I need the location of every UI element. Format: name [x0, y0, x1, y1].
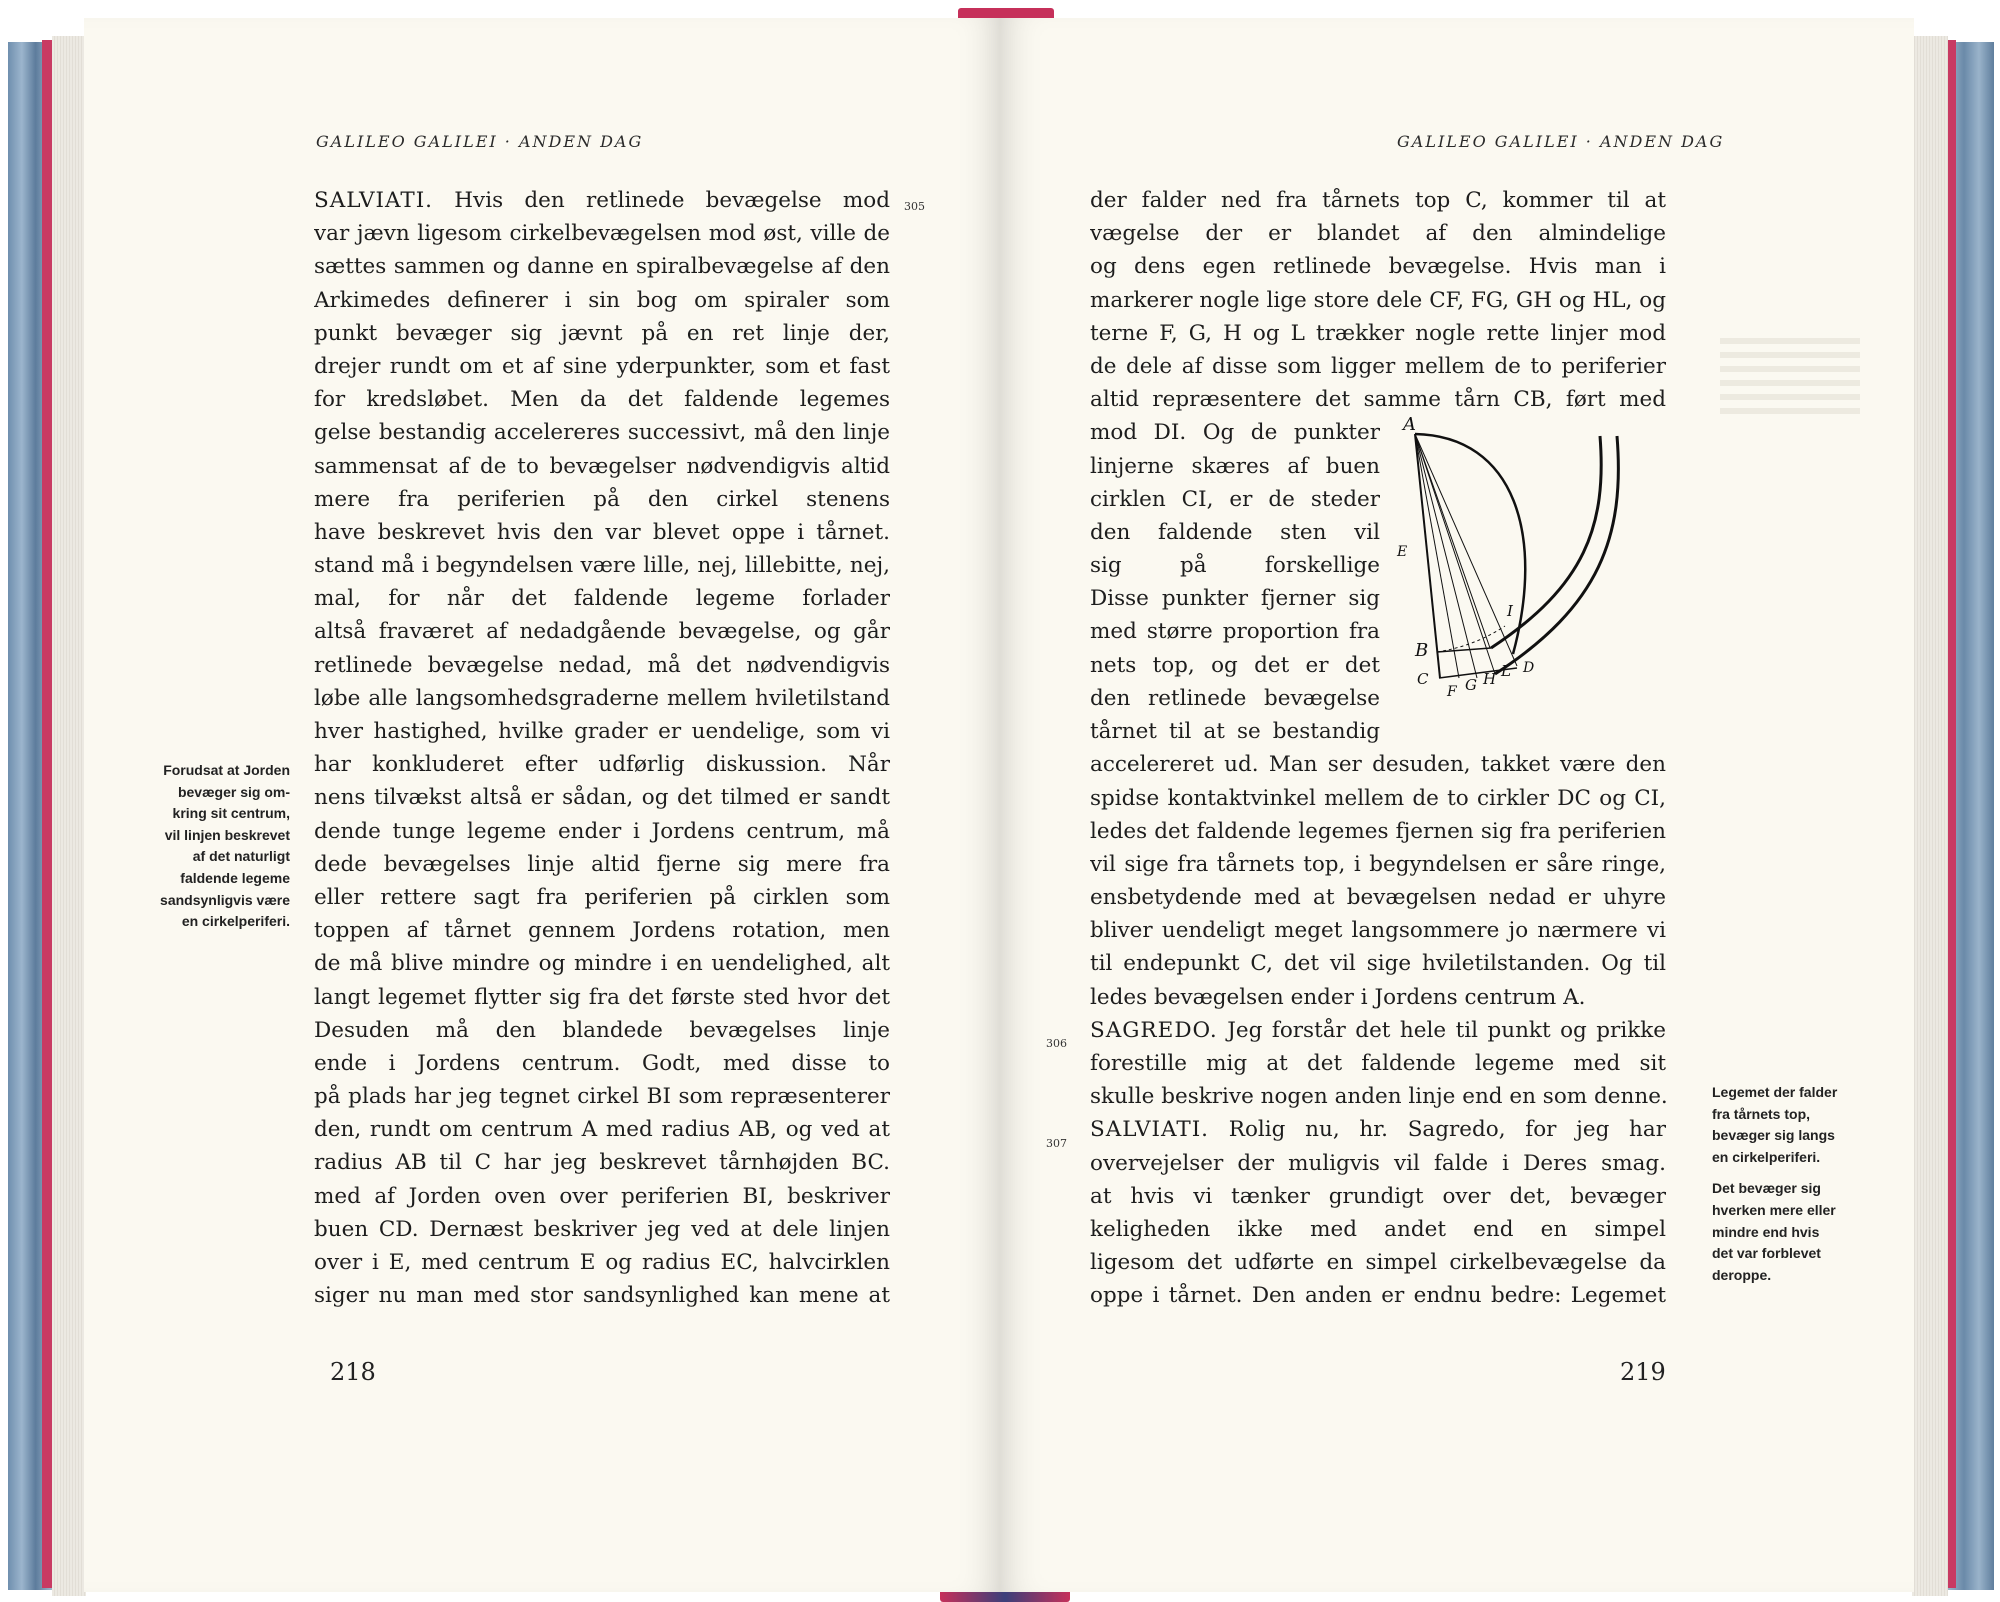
- text-line: ledes bevægelsen ender i Jordens centrum A.: [1090, 984, 1586, 1010]
- text-line: nens tilvækst altså er sådan, og det tilmed er sandt: [314, 785, 890, 811]
- sidenote-line: hverken mere eller: [1712, 1201, 1836, 1218]
- text-line: de dele af disse som ligger mellem de to periferier: [1090, 353, 1666, 379]
- margin-reference-number: 305: [904, 200, 925, 213]
- text-line: altid repræsentere det samme tårn CB, ført med: [1090, 387, 1666, 413]
- text-line: langt legemet flytter sig fra det første sted hvor det: [314, 984, 890, 1010]
- sidenote-line: fra tårnets top,: [1712, 1105, 1811, 1122]
- geometric-diagram: [1395, 416, 1675, 716]
- sidenote-line: Forudsat at Jorden: [163, 762, 290, 778]
- text-line: der falder ned fra tårnets top C, kommer til at: [1090, 188, 1666, 213]
- text-line: SAGREDO. Jeg forstår det hele til punkt og prikke: [1090, 1017, 1666, 1043]
- text-line: hver hastighed, hvilke grader er uendelige, som vi: [314, 719, 890, 744]
- text-line: ende i Jordens centrum. Godt, med disse to: [314, 1050, 890, 1076]
- label-C: C: [1417, 670, 1429, 689]
- text-line: ensbetydende med at bevægelsen nedad er uhyre: [1090, 885, 1666, 911]
- text-line: vil sige fra tårnets top, i begyndelsen er såre ringe,: [1090, 851, 1666, 877]
- text-line: Desuden må den blandede bevægelses linje: [314, 1017, 890, 1043]
- sidenote-line: en cirkelperiferi.: [181, 913, 290, 930]
- speaker-name: SALVIATI.: [314, 188, 434, 213]
- label-F: F: [1447, 684, 1457, 701]
- sidenote-line: Legemet der falder: [1712, 1084, 1838, 1100]
- text-line: den retlinede bevægelse: [1090, 685, 1380, 711]
- sidenote-paragraph: [1712, 1082, 1862, 1168]
- text-line: med større proportion fra: [1090, 619, 1380, 645]
- left-sidenote: [140, 760, 290, 933]
- text-line: SALVIATI. Hvis den retlinede bevægelse mod: [314, 188, 890, 213]
- sidenote-line: en cirkelperiferi.: [1712, 1148, 1821, 1165]
- text-line: stand må i begyndelsen være lille, nej, lillebitte, nej,: [314, 553, 890, 579]
- text-line: at hvis vi tænker grundigt over det, bevæger: [1090, 1183, 1666, 1209]
- text-line: og dens egen retlinede bevægelse. Hvis man i: [1090, 254, 1666, 280]
- margin-reference-number: 306: [1046, 1037, 1067, 1050]
- figure-with-text: [1090, 416, 1666, 748]
- text-line: dede bevægelses linje altid fjerne sig mere fra: [314, 851, 890, 877]
- label-G: G: [1465, 676, 1477, 695]
- text-line: cirklen CI, er de steder: [1090, 486, 1380, 512]
- text-line: terne F, G, H og L trækker nogle rette linjer mod: [1090, 320, 1666, 346]
- semicircle-arc: [1415, 434, 1525, 654]
- text-line: mere fra periferien på den cirkel stenens: [314, 486, 890, 512]
- right-sidenote: [1712, 1082, 1862, 1296]
- label-L: L: [1501, 662, 1511, 681]
- text-line: nets top, og det er det: [1090, 652, 1380, 678]
- left-body-text: [314, 184, 890, 1312]
- text-line: for kredsløbet. Men da det faldende legemes: [314, 387, 890, 413]
- page-number-left: 218: [330, 1358, 376, 1386]
- page-edges-right: [1912, 36, 1948, 1596]
- text-line: drejer rundt om et af sine yderpunkter, som et fast: [314, 353, 890, 379]
- chord-line: [1437, 648, 1491, 652]
- text-line: over i E, med centrum E og radius EC, halvcirklen: [314, 1250, 890, 1275]
- text-line: bliver uendeligt meget langsommere jo nærmere vi: [1090, 918, 1666, 944]
- text-line: løbe alle langsomhedsgraderne mellem hviletilstand: [314, 685, 890, 711]
- sidenote-line: deroppe.: [1712, 1266, 1772, 1283]
- text-line: dende tunge legeme ender i Jordens centrum, må: [314, 818, 890, 844]
- right-body-text: [1090, 184, 1666, 1313]
- sidenote-line: det var forblevet: [1712, 1245, 1821, 1262]
- show-through-text: [1720, 330, 1860, 422]
- fall-curve: [1437, 626, 1505, 652]
- text-line: eller rettere sagt fra periferien på cirklen som: [314, 884, 890, 910]
- sidenote-line: bevæger sig om-: [177, 783, 290, 800]
- text-line: ledes det faldende legemes fjernen sig fra periferien: [1090, 818, 1666, 844]
- text-line: forestille mig at det faldende legeme med sit: [1090, 1051, 1666, 1076]
- sidenote-line: sandsynligvis være: [160, 891, 290, 908]
- text-line: overvejelser der muligvis vil falde i Deres smag.: [1090, 1150, 1666, 1176]
- sidenote-paragraph: [1712, 1178, 1862, 1286]
- text-line: mod DI. Og de punkter: [1090, 420, 1380, 446]
- text-line: retlinede bevægelse nedad, må det nødvendigvis: [314, 652, 890, 678]
- text-line: oppe i tårnet. Den anden er endnu bedre: Legemet: [1090, 1283, 1666, 1309]
- text-line: den, rundt om centrum A med radius AB, og ved at: [314, 1117, 890, 1143]
- label-D: D: [1523, 660, 1535, 677]
- speaker-name: SAGREDO.: [1090, 1017, 1218, 1043]
- text-line: Disse punkter fjerner sig: [1090, 586, 1380, 612]
- text-line: har konkluderet efter udførlig diskussion. Når: [314, 752, 890, 778]
- label-I: I: [1507, 602, 1513, 621]
- text-line: toppen af tårnet gennem Jordens rotation, men: [314, 918, 890, 944]
- running-head-right: GALILEO GALILEI · ANDEN DAG: [1397, 132, 1725, 151]
- page-number-right: 219: [1620, 1358, 1666, 1386]
- text-line: siger nu man med stor sandsynlighed kan mene at: [314, 1283, 890, 1309]
- text-line: linjerne skæres af buen: [1090, 453, 1380, 479]
- speaker-name: SALVIATI.: [1090, 1117, 1210, 1143]
- text-line: altså fraværet af nedadgående bevægelse, og går: [314, 619, 890, 645]
- text-line: den faldende sten vil: [1090, 519, 1380, 545]
- sidenote-line: bevæger sig langs: [1712, 1127, 1835, 1144]
- sidenote-line: vil linjen beskrevet: [164, 826, 290, 843]
- text-line: tårnet til at se bestandig: [1090, 719, 1380, 744]
- sidenote-line: af det naturligt: [192, 848, 290, 865]
- text-line: vægelse der er blandet af den almindelige: [1090, 221, 1666, 247]
- sidenote-line: kring sit centrum,: [172, 805, 290, 822]
- running-head-left: GALILEO GALILEI · ANDEN DAG: [316, 132, 644, 151]
- text-line: markerer nogle lige store dele CF, FG, GH og HL, og: [1090, 287, 1666, 313]
- text-line: radius AB til C har jeg beskrevet tårnhøjden BC.: [314, 1150, 890, 1176]
- margin-reference-number: 307: [1046, 1137, 1067, 1150]
- text-line: SALVIATI. Rolig nu, hr. Sagredo, for jeg har: [1090, 1117, 1666, 1143]
- label-H: H: [1483, 670, 1497, 689]
- text-line: mal, for når det faldende legeme forlader: [314, 586, 890, 612]
- text-line: til endepunkt C, det vil sige hviletilstanden. Og til: [1090, 951, 1666, 977]
- figure-side-text: [1090, 416, 1390, 748]
- text-line: de må blive mindre og mindre i en uendelighed, alt: [314, 951, 890, 977]
- text-line: gelse bestandig accelereres successivt, må den linje: [314, 420, 890, 446]
- text-line: buen CD. Dernæst beskriver jeg ved at dele linjen: [314, 1216, 890, 1242]
- text-line: spidse kontaktvinkel mellem de to cirkler DC og CI,: [1090, 785, 1666, 811]
- radius-line: [1415, 434, 1517, 666]
- sidenote-line: faldende legeme: [180, 869, 290, 886]
- text-line: sammensat af de to bevægelser nødvendigvis altid: [314, 453, 890, 479]
- text-line: sig på forskellige: [1090, 553, 1380, 579]
- page-edges-left: [52, 36, 86, 1596]
- text-line: Arkimedes definerer i sin bog om spiraler som: [314, 287, 890, 313]
- sidenote-line: mindre end hvis: [1712, 1223, 1820, 1240]
- label-B: B: [1415, 640, 1429, 662]
- text-line: skulle beskrive nogen anden linje end en som denne.: [1090, 1084, 1668, 1110]
- text-line: med af Jorden oven over periferien BI, beskriver: [314, 1183, 890, 1209]
- text-line: på plads har jeg tegnet cirkel BI som repræsenterer: [314, 1084, 890, 1110]
- sidenote-line: Det bevæger sig: [1712, 1180, 1821, 1197]
- text-line: sættes sammen og danne en spiralbevægelse af den: [314, 254, 890, 280]
- text-line: accelereret ud. Man ser desuden, takket være den: [1090, 752, 1666, 778]
- text-line: punkt bevæger sig jævnt på en ret linje der,: [314, 320, 890, 346]
- text-line: ligesom det udførte en simpel cirkelbevægelse da: [1090, 1250, 1666, 1276]
- label-A: A: [1403, 416, 1416, 436]
- label-E: E: [1397, 544, 1408, 561]
- text-line: var jævn ligesom cirkelbevægelsen mod øst, ville de: [314, 221, 890, 247]
- text-line: have beskrevet hvis den var blevet oppe i tårnet.: [314, 519, 890, 545]
- text-line: keligheden ikke med andet end en simpel: [1090, 1216, 1666, 1242]
